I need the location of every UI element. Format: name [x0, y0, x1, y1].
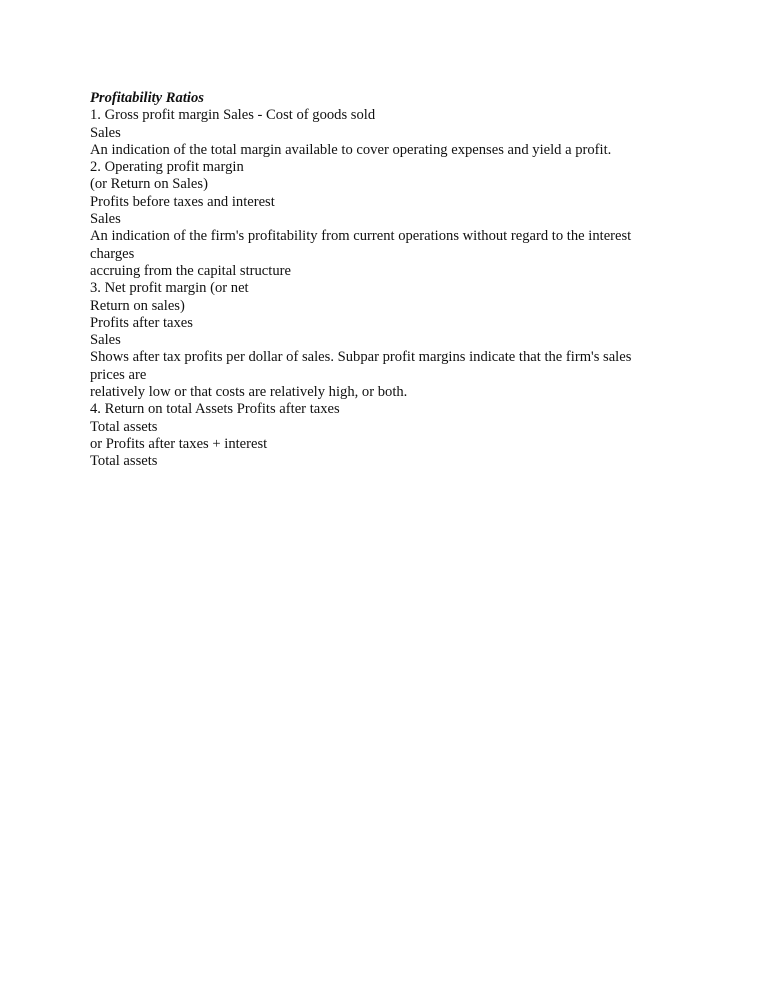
return-on-assets-denominator: Total assets	[90, 418, 158, 435]
operating-margin-description-line-2: charges	[90, 245, 135, 262]
operating-margin-numerator: Profits before taxes and interest	[90, 193, 275, 210]
document-title: Profitability Ratios	[90, 90, 204, 106]
net-margin-numerator: Profits after taxes	[90, 314, 193, 331]
operating-margin-heading: 2. Operating profit margin	[90, 159, 244, 176]
return-on-assets-alt-denominator: Total assets	[90, 453, 158, 470]
operating-margin-description-line-3: accruing from the capital structure	[90, 262, 291, 279]
gross-margin-denominator: Sales	[90, 124, 121, 141]
net-margin-denominator: Sales	[90, 332, 121, 349]
net-margin-description-line-1: Shows after tax profits per dollar of sales. Subpar profit margins indicate that the firm's sales	[90, 349, 632, 366]
operating-margin-description-line-1: An indication of the firm's profitability from current operations without regard to the interest	[90, 228, 632, 245]
document-page	[90, 90, 690, 471]
gross-margin-description: An indication of the total margin available to cover operating expenses and yield a profit.	[90, 141, 612, 158]
gross-margin-heading: 1. Gross profit margin Sales - Cost of goods sold	[90, 107, 376, 124]
operating-margin-alias: (or Return on Sales)	[90, 176, 208, 193]
return-on-assets-heading: 4. Return on total Assets Profits after taxes	[90, 401, 340, 418]
net-margin-description-line-3: relatively low or that costs are relatively high, or both.	[90, 384, 408, 401]
net-margin-alias: Return on sales)	[90, 297, 185, 314]
net-margin-heading: 3. Net profit margin (or net	[90, 280, 249, 297]
operating-margin-denominator: Sales	[90, 211, 121, 228]
return-on-assets-alt-numerator: or Profits after taxes + interest	[90, 435, 268, 452]
net-margin-description-line-2: prices are	[90, 366, 147, 383]
